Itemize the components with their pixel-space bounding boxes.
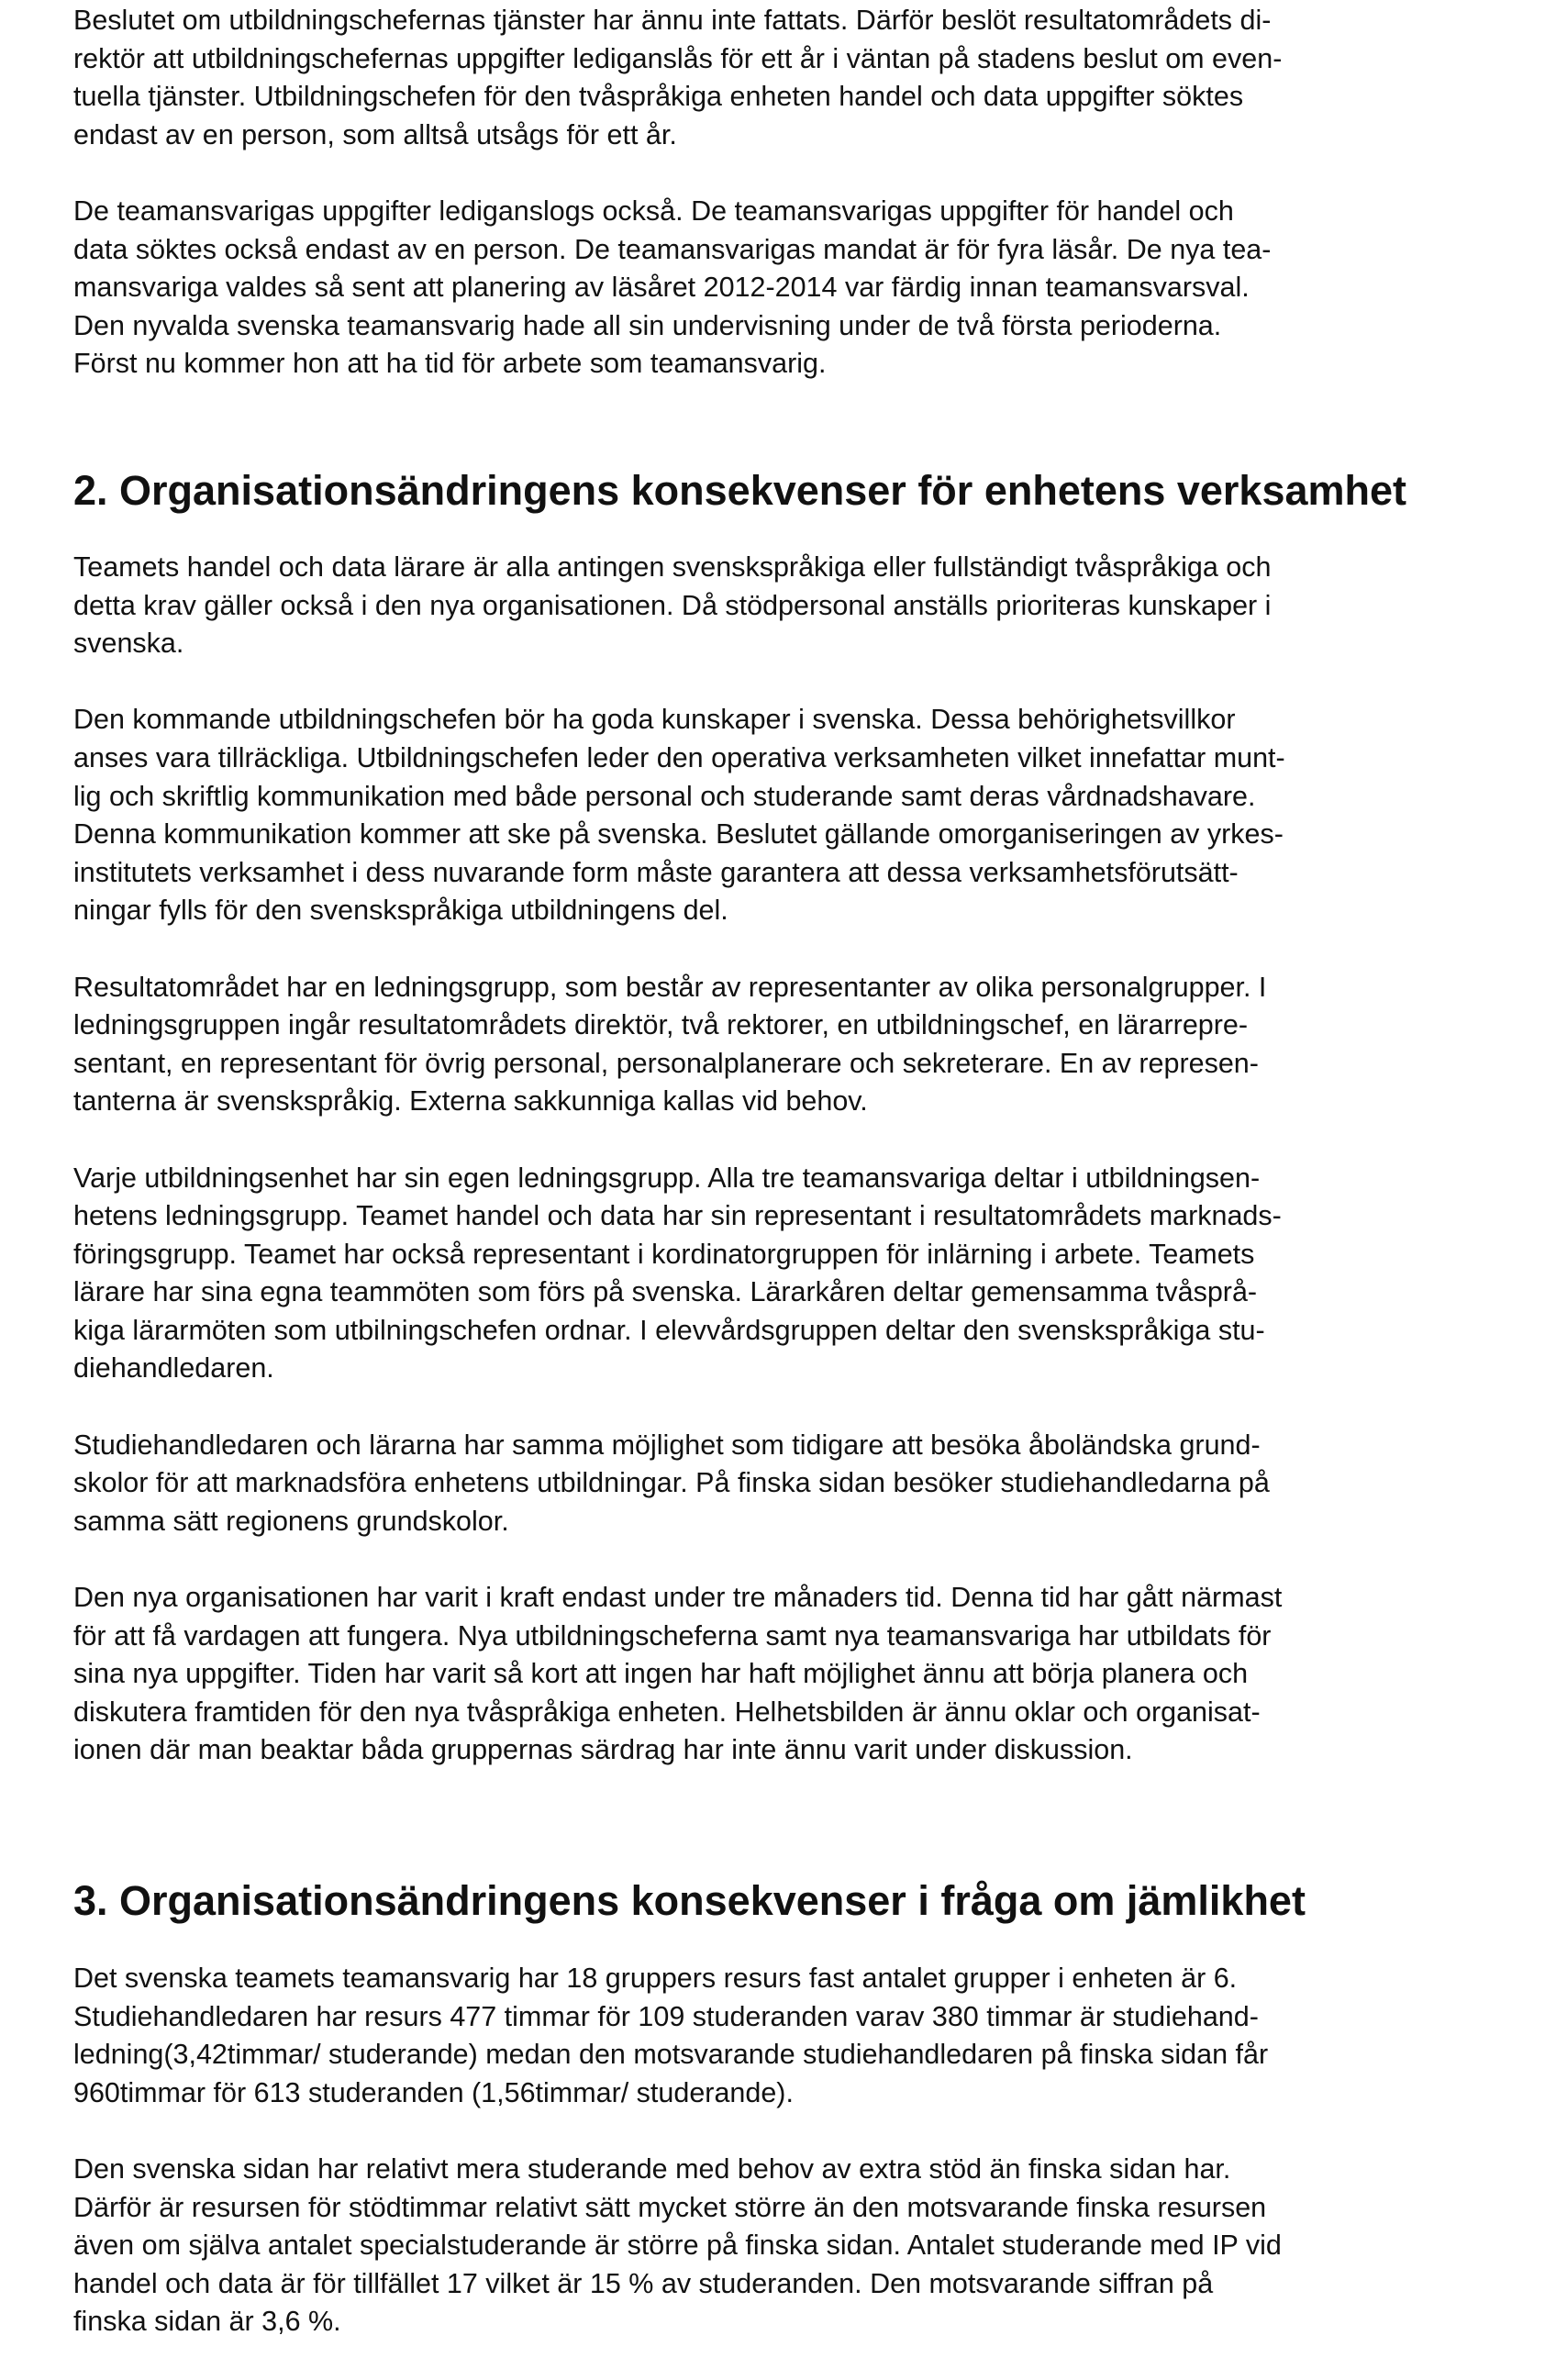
text-line: Varje utbildningsenhet har sin egen ledningsgrupp. Alla tre teamansvariga deltar i utbildningsen- xyxy=(73,1162,1261,1194)
text-line: Denna kommunikation kommer att ske på svenska. Beslutet gällande omorganiseringen av yrkes- xyxy=(73,818,1284,851)
text-line: anses vara tillräckliga. Utbildningschefen leder den operativa verksamheten vilket innefattar munt- xyxy=(73,741,1285,773)
section-3-body xyxy=(73,1960,1282,2380)
text-line: Den svenska sidan har relativt mera studerande med behov av extra stöd än finska sidan har. xyxy=(73,2152,1231,2185)
text-line: diehandledaren. xyxy=(73,1352,274,1385)
text-line: rektör att utbildningschefernas uppgifter lediganslås för ett år i väntan på stadens beslut om even- xyxy=(73,42,1283,74)
text-line: Beslutet om utbildningschefernas tjänster har ännu inte fattats. Därför beslöt resultatområdets di- xyxy=(73,5,1272,36)
text-line: sentant, en representant för övrig personal, personalplanerare och sekreterare. En av represen- xyxy=(73,1047,1259,1079)
text-line: svenska. xyxy=(73,628,184,660)
intro-section xyxy=(73,2,1282,422)
text-line: endast av en person, som alltså utsågs för ett år. xyxy=(73,118,677,150)
text-line: för att få vardagen att fungera. Nya utbildningscheferna samt nya teamansvariga har utbildats för xyxy=(73,1619,1272,1652)
text-line: institutets verksamhet i dess nuvarande form måste garantera att dessa verksamhetsförutsätt- xyxy=(73,856,1239,888)
section-2-body xyxy=(73,549,1285,1808)
section-3-paragraph-1 xyxy=(73,1960,1282,2112)
section-3-heading: 3. Organisationsändringens konsekvenser i fråga om jämlikhet xyxy=(73,1877,1306,1924)
text-line: De teamansvarigas uppgifter lediganslogs också. De teamansvarigas uppgifter för handel och xyxy=(73,195,1234,227)
text-line: lig och skriftlig kommunikation med både personal och studerande samt deras vårdnadshavare. xyxy=(73,780,1256,812)
text-line: samma sätt regionens grundskolor. xyxy=(73,1505,509,1537)
text-line: handel och data är för tillfället 17 vilket är 15 % av studeranden. Den motsvarande siffran på xyxy=(73,2267,1214,2299)
text-line: Studiehandledaren och lärarna har samma möjlighet som tidigare att besöka åboländska grund- xyxy=(73,1429,1261,1461)
text-line: Därför är resursen för stödtimmar relativt sätt mycket större än den motsvarande finska resursen xyxy=(73,2191,1267,2223)
text-line: även om själva antalet specialstuderande är större på finska sidan. Antalet studerande med IP vid xyxy=(73,2230,1282,2262)
text-line: tuella tjänster. Utbildningschefen för den tvåspråkiga enheten handel och data uppgifter söktes xyxy=(73,81,1244,113)
text-line: sina nya uppgifter. Tiden har varit så kort att ingen har haft möjlighet ännu att börja planera och xyxy=(73,1658,1249,1690)
text-line: detta krav gäller också i den nya organisationen. Då stödpersonal anställs prioriteras kunskaper i xyxy=(73,589,1272,621)
text-line: Först nu kommer hon att ha tid för arbete som teamansvarig. xyxy=(73,348,827,380)
intro-paragraph-1 xyxy=(73,2,1282,154)
text-line: hetens ledningsgrupp. Teamet handel och data har sin representant i resultatområdets marknads- xyxy=(73,1200,1282,1232)
text-line: skolor för att marknadsföra enhetens utbildningar. På finska sidan besöker studiehandledarna på xyxy=(73,1467,1270,1499)
section-2-paragraph-5 xyxy=(73,1427,1285,1541)
text-line: ionen där man beaktar båda gruppernas särdrag har inte ännu varit under diskussion. xyxy=(73,1734,1133,1766)
text-line: tanterna är svenskspråkig. Externa sakkunniga kallas vid behov. xyxy=(73,1085,868,1118)
intro-paragraph-2 xyxy=(73,193,1282,384)
section-3-paragraph-2 xyxy=(73,2151,1282,2341)
text-line: Den nya organisationen har varit i kraft endast under tre månaders tid. Denna tid har gått närmast xyxy=(73,1582,1283,1614)
text-line: Den nyvalda svenska teamansvarig hade all sin undervisning under de två första perioderna. xyxy=(73,309,1222,341)
section-2-paragraph-3 xyxy=(73,969,1285,1121)
section-2-paragraph-4 xyxy=(73,1160,1285,1389)
section-2-paragraph-1 xyxy=(73,549,1285,663)
section-2-heading: 2. Organisationsändringens konsekvenser för enhetens verksamhet xyxy=(73,467,1407,514)
text-line: Studiehandledaren har resurs 477 timmar för 109 studeranden varav 380 timmar är studiehand- xyxy=(73,2000,1259,2032)
text-line: diskutera framtiden för den nya tvåspråkiga enheten. Helhetsbilden är ännu oklar och organisat- xyxy=(73,1696,1261,1728)
section-2-paragraph-6 xyxy=(73,1579,1285,1770)
text-line: mansvariga valdes så sent att planering av läsåret 2012-2014 var färdig innan teamansvarsval. xyxy=(73,272,1250,304)
text-line: Den kommande utbildningschefen bör ha goda kunskaper i svenska. Dessa behörighetsvillkor xyxy=(73,704,1236,736)
text-line: Teamets handel och data lärare är alla antingen svenskspråkiga eller fullständigt tvåspråkiga och xyxy=(73,551,1272,583)
text-line: ledningsgruppen ingår resultatområdets direktör, två rektorer, en utbildningschef, en lärarrepre- xyxy=(73,1009,1249,1041)
text-line: föringsgrupp. Teamet har också representant i kordinatorgruppen för inlärning i arbete. Teamets xyxy=(73,1238,1255,1270)
text-line: ningar fylls för den svenskspråkiga utbildningens del. xyxy=(73,895,728,927)
text-line: Resultatområdet har en ledningsgrupp, som består av representanter av olika personalgrupper. I xyxy=(73,971,1267,1003)
text-line: lärare har sina egna teammöten som förs på svenska. Lärarkåren deltar gemensamma tvåsprå- xyxy=(73,1276,1258,1308)
section-2-paragraph-2 xyxy=(73,701,1285,930)
text-line: finska sidan är 3,6 %. xyxy=(73,2306,341,2338)
text-line: 960timmar för 613 studeranden (1,56timmar/ studerande). xyxy=(73,2076,794,2108)
text-line: Det svenska teamets teamansvarig har 18 gruppers resurs fast antalet grupper i enheten är 6. xyxy=(73,1963,1238,1994)
text-line: kiga lärarmöten som utbilningschefen ordnar. I elevvårdsgruppen deltar den svenskspråkiga stu- xyxy=(73,1314,1265,1346)
text-line: data söktes också endast av en person. De teamansvarigas mandat är för fyra läsår. De nya tea- xyxy=(73,233,1272,265)
text-line: ledning(3,42timmar/ studerande) medan den motsvarande studiehandledaren på finska sidan får xyxy=(73,2039,1269,2071)
